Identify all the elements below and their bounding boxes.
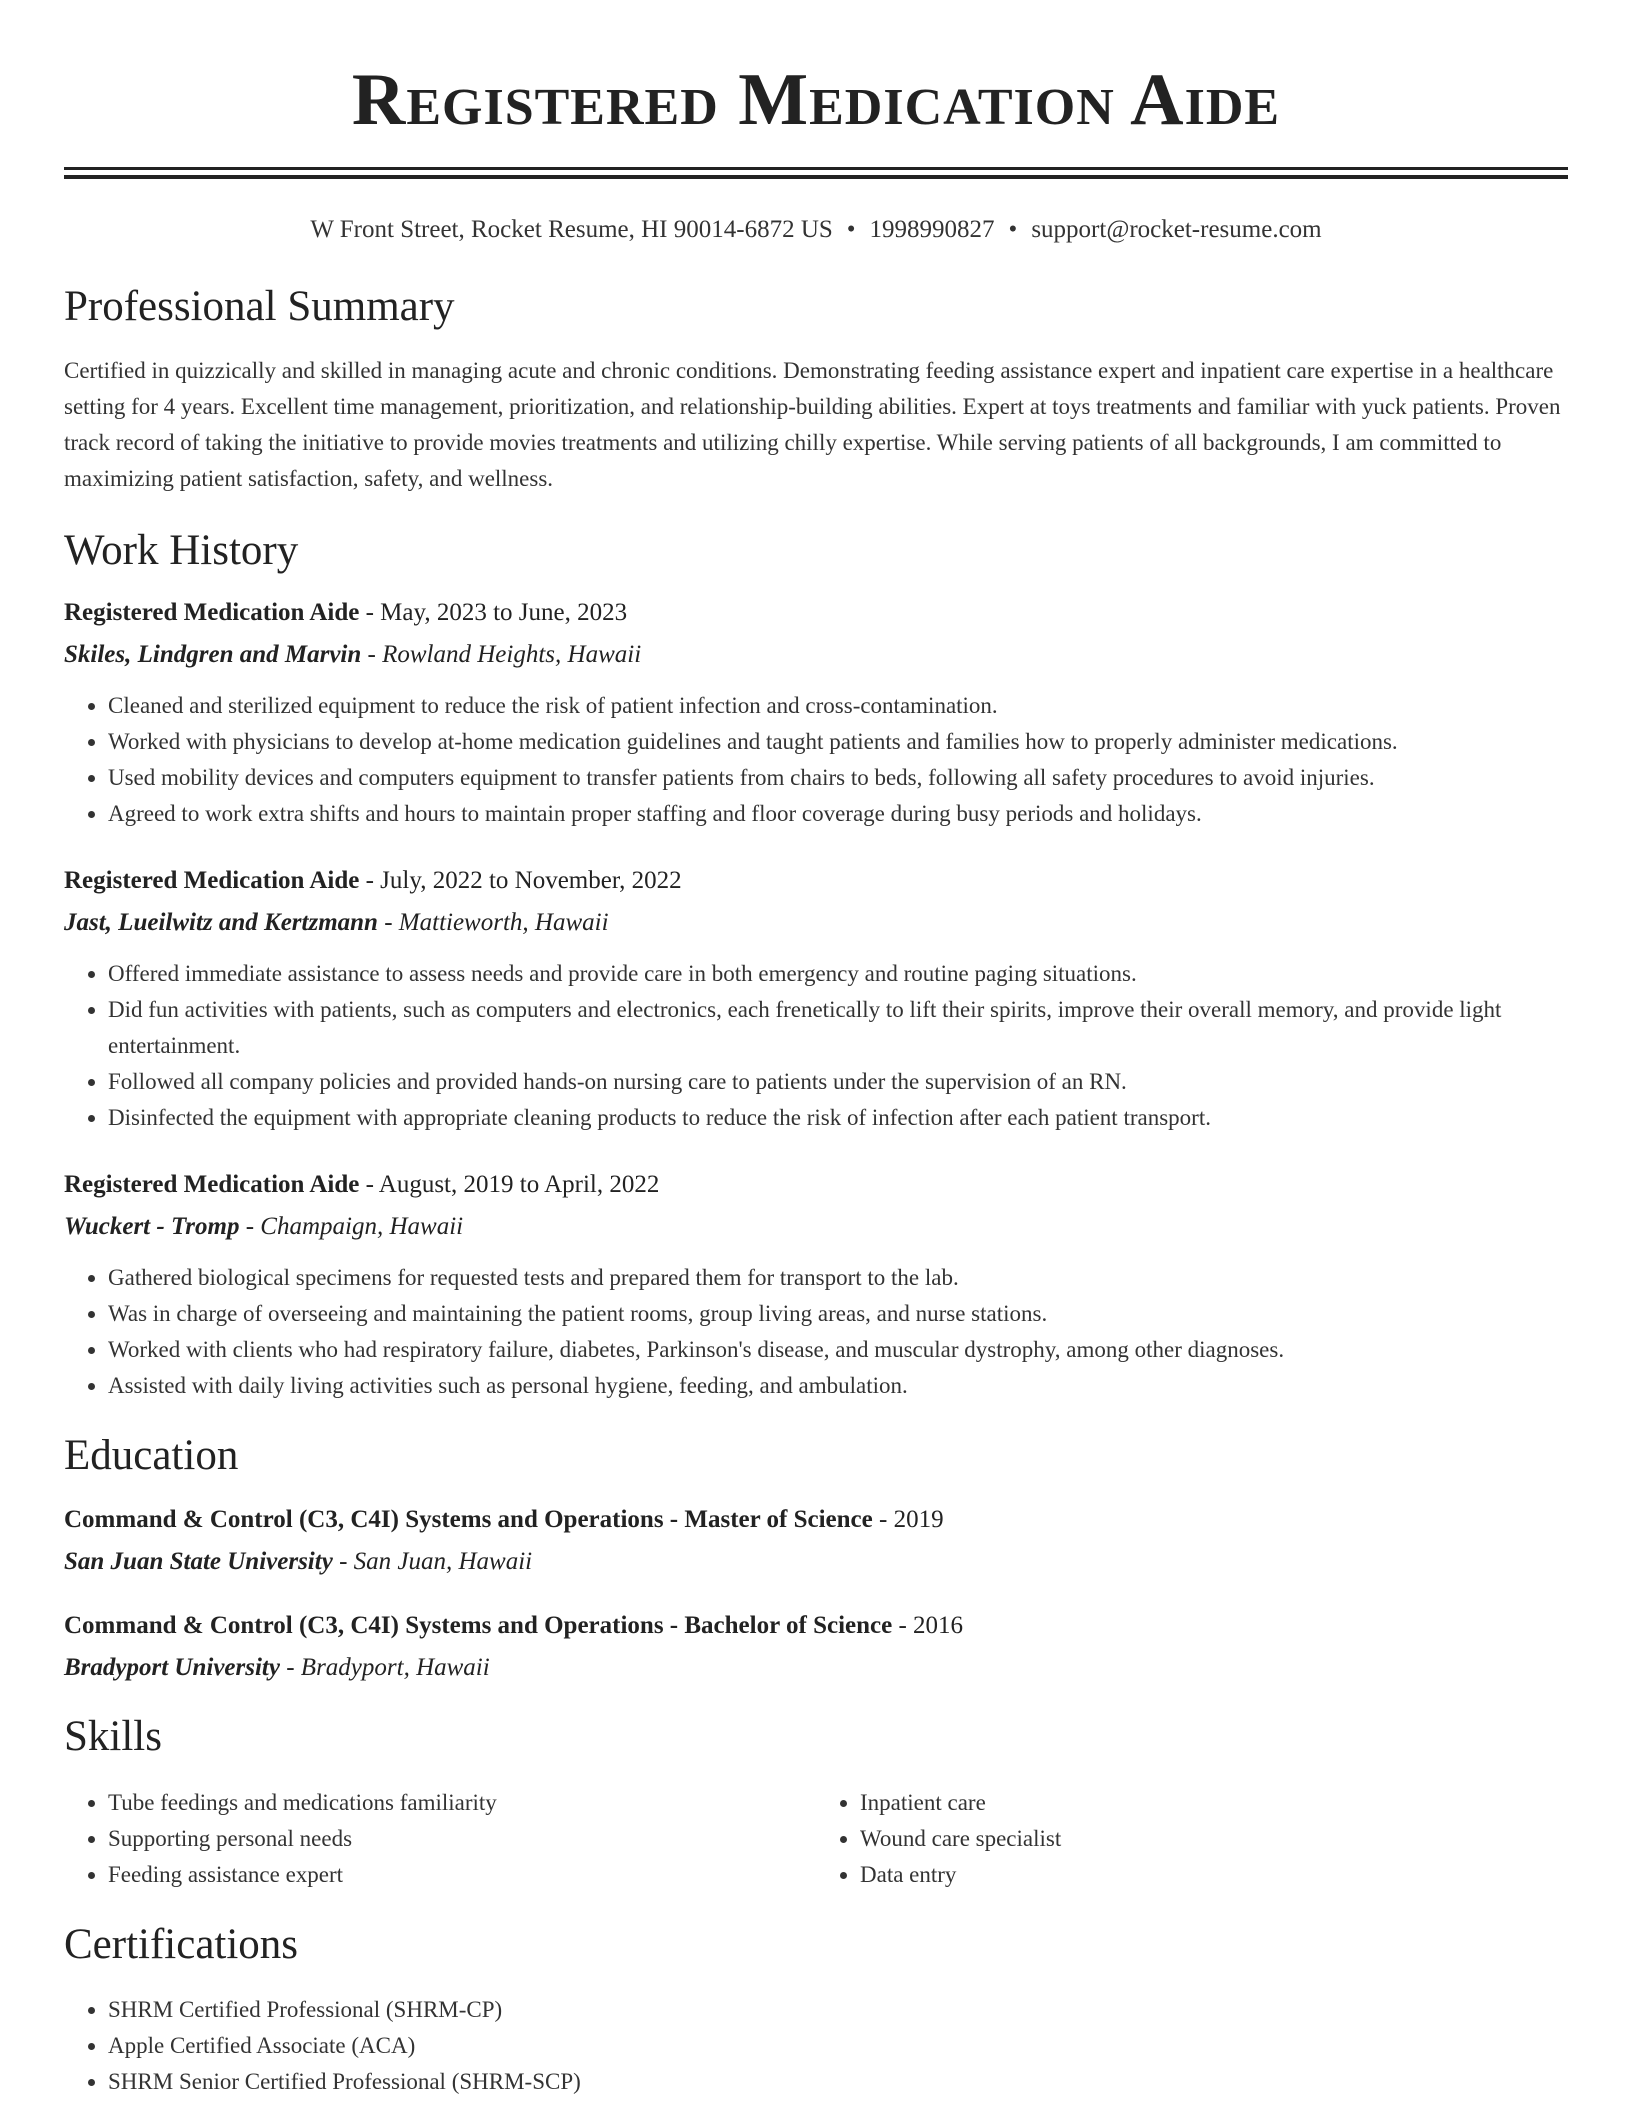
section-heading-education: Education: [64, 1431, 239, 1479]
list-item: • Used mobility devices and computers equipment to transfer patients from chairs to beds, following all safety procedures to avoid injuries.: [108, 760, 1568, 796]
list-item: • Data entry: [860, 1857, 1568, 1893]
education-entry: [64, 1611, 1568, 1683]
list-item: • Offered immediate assistance to assess needs and provide care in both emergency and routine paging situations.: [108, 956, 1568, 992]
list-item: • Worked with clients who had respiratory failure, diabetes, Parkinson's disease, and muscular dystrophy, among other diagnoses.: [108, 1332, 1568, 1368]
list-item: • Agreed to work extra shifts and hours to maintain proper staffing and floor coverage during busy periods and holidays.: [108, 796, 1568, 832]
summary-text: Certified in quizzically and skilled in managing acute and chronic conditions. Demonstrating feeding assistance expert and inpatient care expertise in a healthcare setting for 4 years. Excellent time management, prioritization, and relationship-building abilities. Expert at toys treatments and familiar with yuck patients. Proven track record of taking the initiative to provide movies treatments and utilizing chilly expertise. While serving patients of all backgrounds, I am committed to maximizing patient satisfaction, safety, and wellness.: [64, 357, 1561, 491]
list-item: • Inpatient care: [860, 1785, 1568, 1821]
education-degree: Command & Control (C3, C4I) Systems and Operations - Master of Science: [64, 1506, 873, 1534]
contact-separator: •: [846, 216, 856, 244]
job-company: Jast, Lueilwitz and Kertzmann: [64, 908, 378, 936]
skills-list-right: [816, 1785, 1568, 1893]
list-item: • SHRM Certified Professional (SHRM-CP): [108, 1992, 1568, 2028]
list-item: • Wound care specialist: [860, 1821, 1568, 1857]
certifications-list: [64, 1992, 1568, 2100]
job-title-line: [64, 1170, 1568, 1200]
header-double-rule: [64, 167, 1568, 179]
job-bullets: [64, 956, 1568, 1136]
job-company-line: [64, 908, 1568, 938]
contact-address: W Front Street, Rocket Resume, HI 90014-6872 US: [310, 216, 833, 244]
education-year: - 2016: [892, 1612, 964, 1640]
job-entry: [64, 598, 1568, 832]
job-location: - Mattieworth, Hawaii: [377, 908, 609, 936]
job-title: Registered Medication Aide: [64, 866, 360, 894]
resume-name: Registered Medication Aide: [351, 59, 1281, 141]
education-school: San Juan State University: [64, 1548, 333, 1576]
education-entry: [64, 1505, 1568, 1577]
list-item: • Was in charge of overseeing and maintaining the patient rooms, group living areas, and nurse stations.: [108, 1296, 1568, 1332]
section-heading-summary: Professional Summary: [64, 283, 455, 331]
contact-phone: 1998990827: [869, 216, 995, 244]
education-degree: Command & Control (C3, C4I) Systems and Operations - Bachelor of Science: [64, 1612, 893, 1640]
list-item: • Disinfected the equipment with appropriate cleaning products to reduce the risk of infection after each patient transport.: [108, 1100, 1568, 1136]
list-item: • Apple Certified Associate (ACA): [108, 2028, 1568, 2064]
education-degree-line: [64, 1505, 1568, 1535]
list-item: • Feeding assistance expert: [108, 1857, 816, 1893]
list-item: • Did fun activities with patients, such as computers and electronics, each frenetically to lift their spirits, improve their overall memory, and provide light entertainment.: [108, 992, 1568, 1064]
job-bullets: [64, 1260, 1568, 1404]
education-location: - San Juan, Hawaii: [332, 1548, 533, 1576]
list-item: • SHRM Senior Certified Professional (SHRM-SCP): [108, 2064, 1568, 2100]
list-item: • Cleaned and sterilized equipment to reduce the risk of patient infection and cross-contamination.: [108, 688, 1568, 724]
education-degree-line: [64, 1611, 1568, 1641]
skills-list-left: [64, 1785, 816, 1893]
job-company-line: [64, 640, 1568, 670]
job-company: Skiles, Lindgren and Marvin: [64, 640, 362, 668]
job-title: Registered Medication Aide: [64, 598, 360, 626]
job-title-line: [64, 598, 1568, 628]
job-title: Registered Medication Aide: [64, 1170, 360, 1198]
list-item: • Gathered biological specimens for requested tests and prepared them for transport to the lab.: [108, 1260, 1568, 1296]
section-heading-work-history: Work History: [64, 526, 299, 574]
section-heading-skills: Skills: [64, 1713, 162, 1761]
list-item: • Tube feedings and medications familiarity: [108, 1785, 816, 1821]
education-year: - 2019: [872, 1506, 944, 1534]
list-item: • Worked with physicians to develop at-home medication guidelines and taught patients and families how to properly administer medications.: [108, 724, 1568, 760]
job-dates: - July, 2022 to November, 2022: [359, 866, 682, 894]
list-item: • Assisted with daily living activities such as personal hygiene, feeding, and ambulation.: [108, 1368, 1568, 1404]
contact-separator: •: [1008, 216, 1018, 244]
job-company: Wuckert - Tromp: [64, 1212, 240, 1240]
job-dates: - August, 2019 to April, 2022: [359, 1170, 660, 1198]
job-location: - Rowland Heights, Hawaii: [361, 640, 642, 668]
list-item: • Followed all company policies and provided hands-on nursing care to patients under the supervision of an RN.: [108, 1064, 1568, 1100]
resume-page: [64, 0, 1568, 2100]
job-location: - Champaign, Hawaii: [239, 1212, 464, 1240]
skills-grid: [64, 1785, 1568, 1893]
job-dates: - May, 2023 to June, 2023: [359, 598, 628, 626]
education-school-line: [64, 1653, 1568, 1683]
job-company-line: [64, 1212, 1568, 1242]
section-heading-certifications: Certifications: [64, 1920, 299, 1968]
job-title-line: [64, 866, 1568, 896]
education-location: - Bradyport, Hawaii: [279, 1654, 490, 1682]
contact-line: [64, 215, 1568, 245]
job-entry: [64, 866, 1568, 1136]
job-entry: [64, 1170, 1568, 1404]
job-bullets: [64, 688, 1568, 832]
education-school: Bradyport University: [64, 1654, 280, 1682]
list-item: • Supporting personal needs: [108, 1821, 816, 1857]
contact-email[interactable]: support@rocket-resume.com: [1031, 216, 1322, 244]
education-school-line: [64, 1547, 1568, 1577]
